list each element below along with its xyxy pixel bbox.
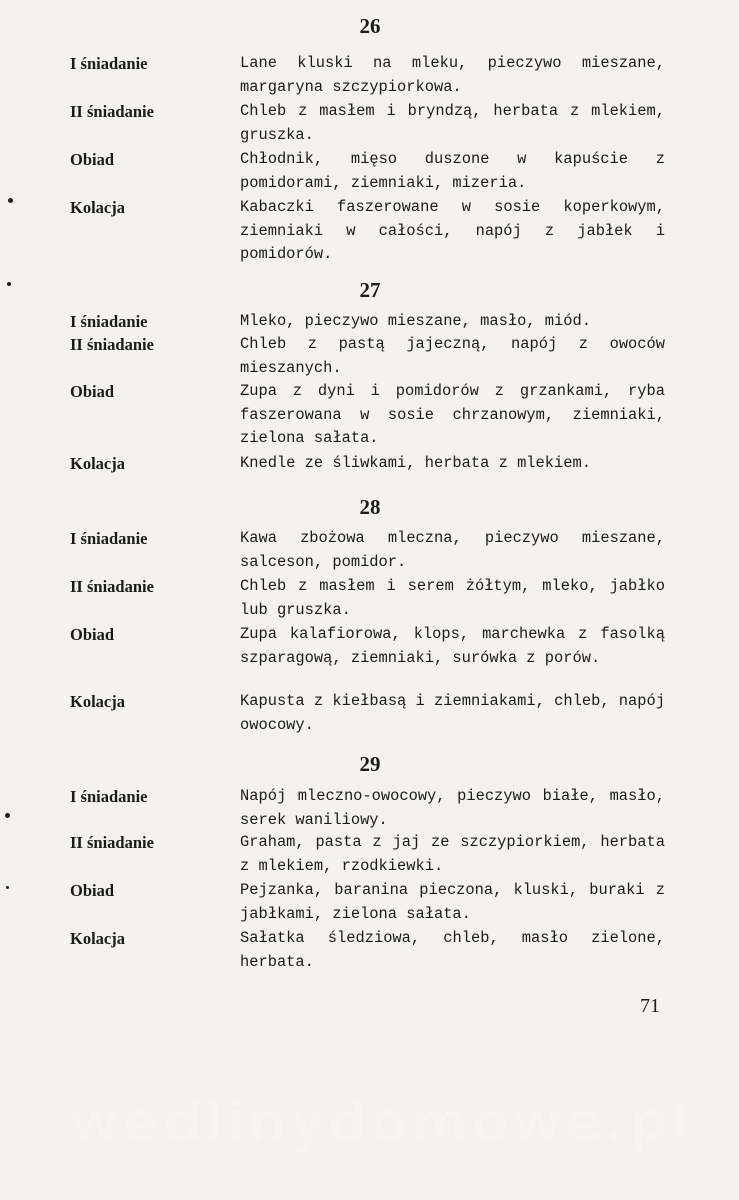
day-number: 26	[359, 14, 381, 38]
meal-description: Zupa z dyni i pomidorów z grzankami, ryba faszerowana w sosie chrzanowym, ziemniaki, zielona sałata.	[240, 382, 665, 447]
meal-description: Knedle ze śliwkami, herbata z mlekiem.	[240, 454, 591, 472]
scan-speck	[8, 198, 13, 203]
scan-speck	[6, 886, 9, 889]
meal-description: Chłodnik, mięso duszone w kapuście z pomidorami, ziemniaki, mizeria.	[240, 150, 665, 192]
meal-description: Graham, pasta z jaj ze szczypiorkiem, herbata z mlekiem, rzodkiewki.	[240, 833, 665, 875]
watermark: wedlinydomowe.pl	[68, 1090, 692, 1155]
meal-label: I śniadanie	[70, 54, 148, 73]
meal-label: Obiad	[70, 150, 115, 169]
meal-label: Obiad	[70, 382, 115, 401]
meal-description: Pejzanka, baranina pieczona, kluski, buraki z jabłkami, zielona sałata.	[240, 881, 665, 923]
meal-description: Sałatka śledziowa, chleb, masło zielone, herbata.	[240, 929, 665, 971]
meal-label: I śniadanie	[70, 787, 148, 806]
meal-label: Obiad	[70, 881, 115, 900]
scan-speck	[5, 813, 10, 818]
meal-description: Kapusta z kiełbasą i ziemniakami, chleb, napój owocowy.	[240, 692, 665, 734]
page-number: 71	[640, 995, 660, 1017]
meal-label: I śniadanie	[70, 312, 148, 331]
meal-label: Obiad	[70, 625, 115, 644]
meal-label: II śniadanie	[70, 833, 154, 852]
meal-label: II śniadanie	[70, 577, 154, 596]
meal-label: Kolacja	[70, 198, 125, 217]
day-number: 27	[359, 278, 381, 302]
meal-description: Mleko, pieczywo mieszane, masło, miód.	[240, 312, 591, 330]
meal-description: Chleb z pastą jajeczną, napój z owoców mieszanych.	[240, 335, 665, 377]
day-number: 28	[359, 495, 381, 519]
meal-description: Napój mleczno-owocowy, pieczywo białe, masło, serek waniliowy.	[240, 787, 665, 829]
meal-label: II śniadanie	[70, 335, 154, 354]
meal-label: Kolacja	[70, 454, 125, 473]
meal-label: I śniadanie	[70, 529, 148, 548]
meal-description: Chleb z masłem i serem żółtym, mleko, jabłko lub gruszka.	[240, 577, 665, 619]
meal-label: Kolacja	[70, 929, 125, 948]
meal-description: Kabaczki faszerowane w sosie koperkowym, ziemniaki w całości, napój z jabłek i pomidorów.	[240, 198, 665, 263]
meal-description: Kawa zbożowa mleczna, pieczywo mieszane, salceson, pomidor.	[240, 529, 665, 571]
meal-label: Kolacja	[70, 692, 125, 711]
meal-description: Chleb z masłem i bryndzą, herbata z mlekiem, gruszka.	[240, 102, 665, 144]
meal-description: Zupa kalafiorowa, klops, marchewka z fasolką szparagową, ziemniaki, surówka z porów.	[240, 625, 665, 667]
meal-label: II śniadanie	[70, 102, 154, 121]
day-number: 29	[359, 752, 381, 776]
meal-description: Lane kluski na mleku, pieczywo mieszane, margaryna szczypiorkowa.	[240, 54, 665, 96]
scan-speck	[7, 282, 11, 286]
